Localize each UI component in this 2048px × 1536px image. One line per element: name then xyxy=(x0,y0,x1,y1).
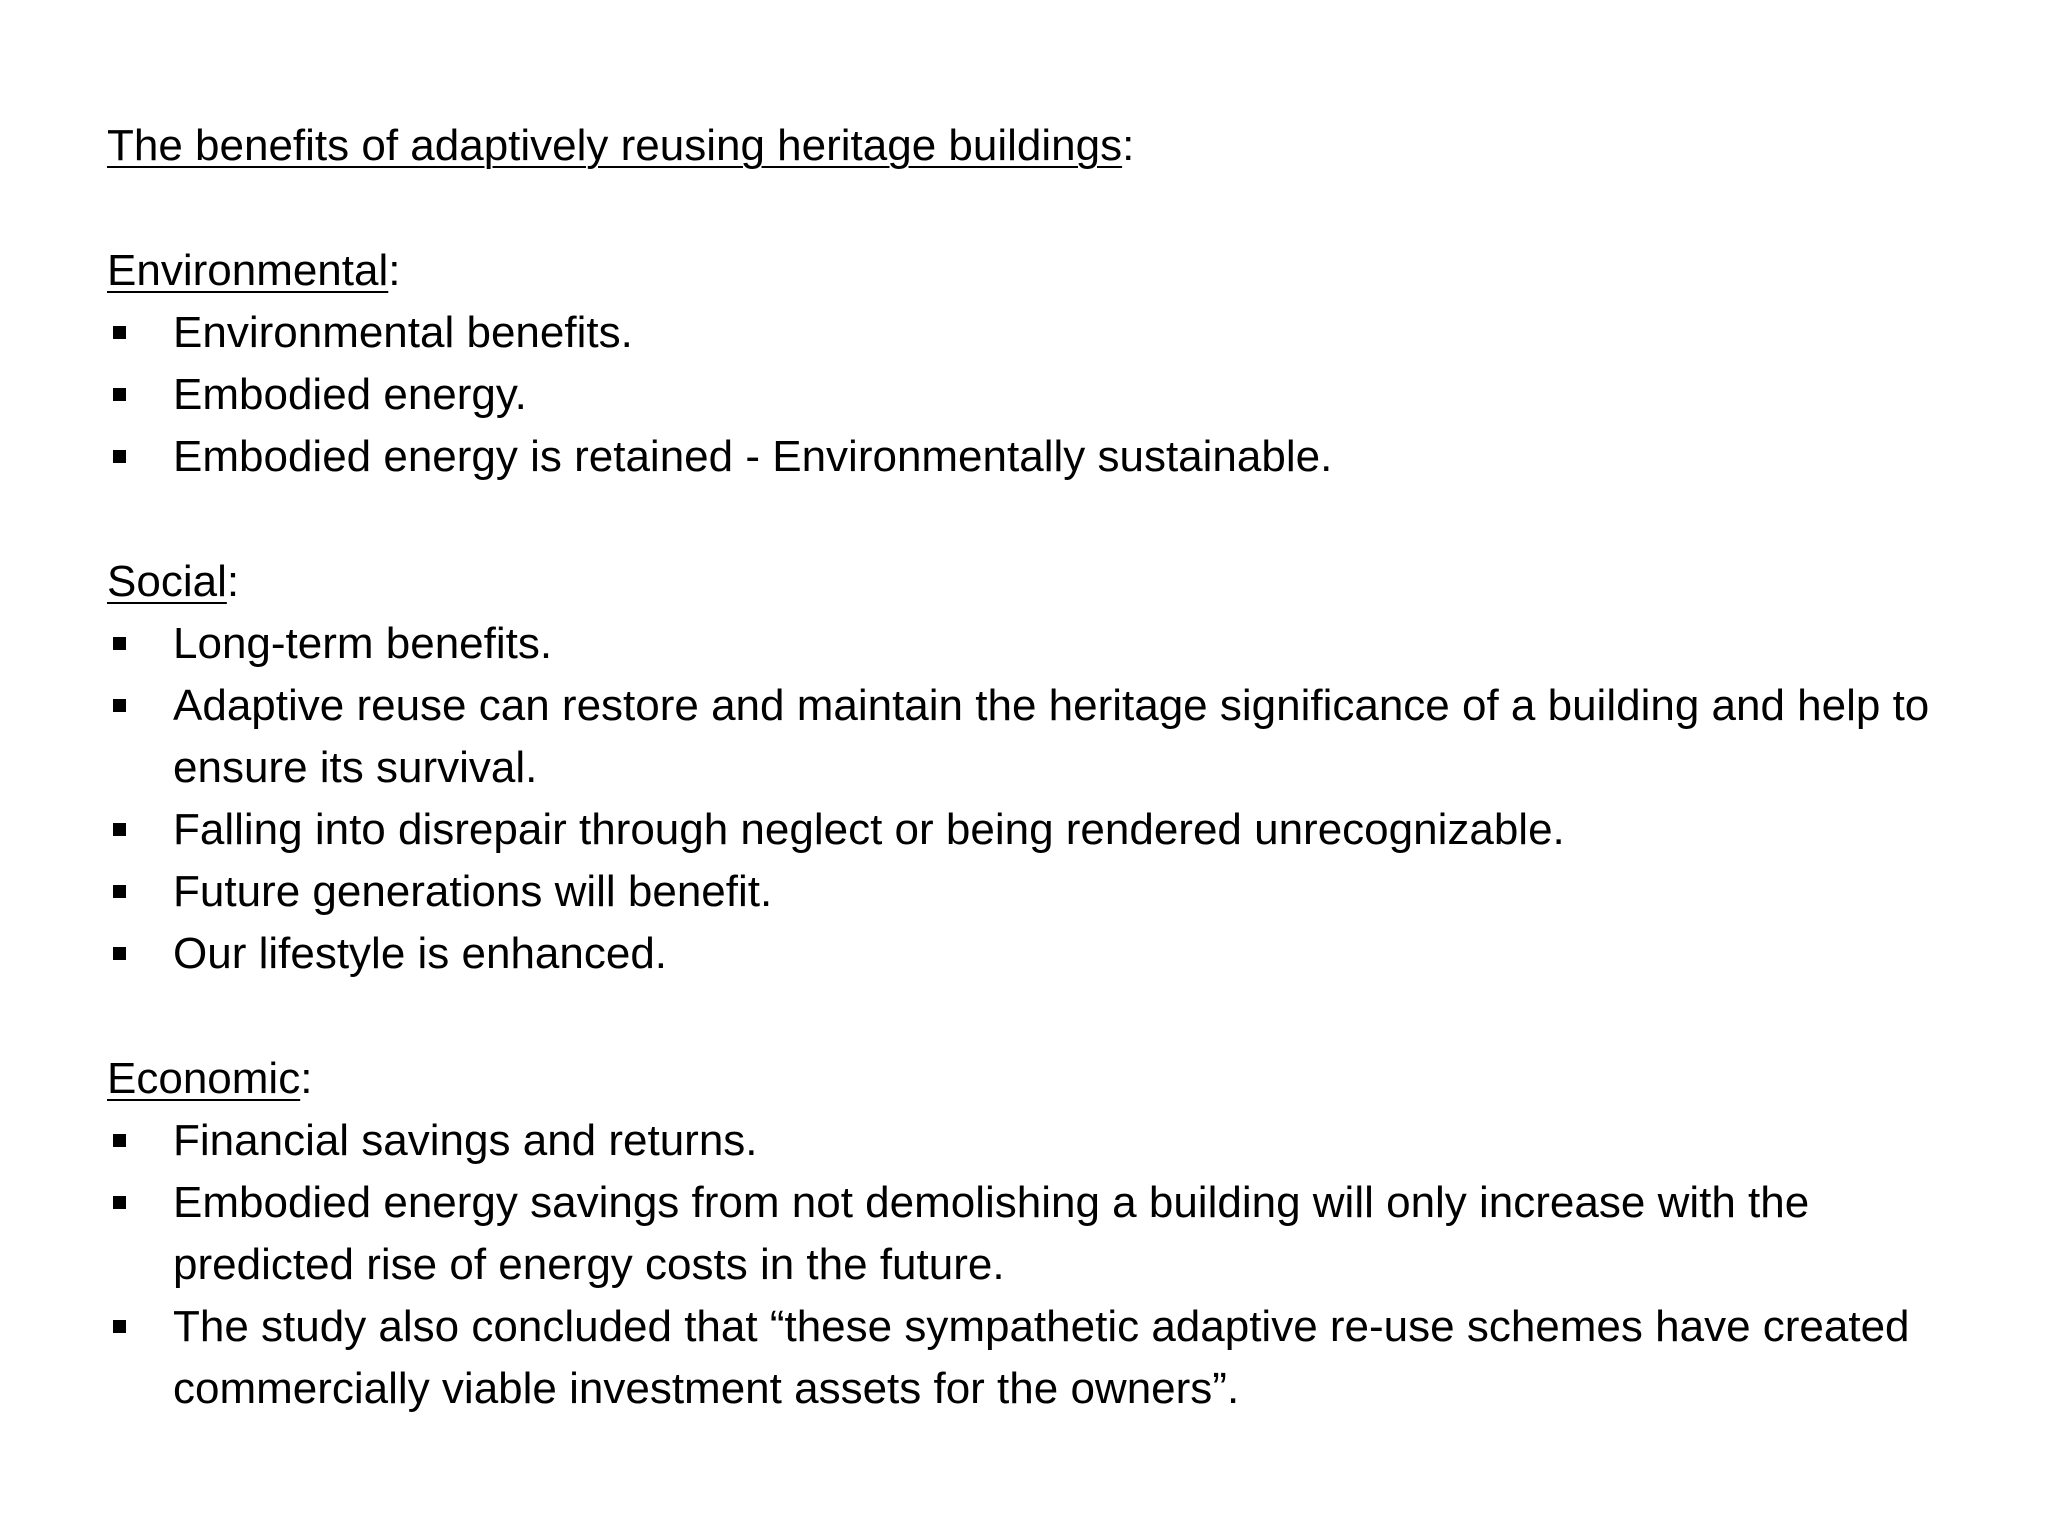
list-item xyxy=(107,799,1987,861)
square-bullet-icon xyxy=(113,326,126,339)
list-item-text: Financial savings and returns. xyxy=(173,1116,758,1165)
list-item-text: Environmental benefits. xyxy=(173,308,633,357)
list-item xyxy=(107,613,1987,675)
bullet-list xyxy=(107,302,1987,488)
list-item xyxy=(107,302,1987,364)
list-item-text: Long-term benefits. xyxy=(173,619,553,668)
bullet-list xyxy=(107,1110,1987,1420)
slide-title xyxy=(107,115,1987,177)
square-bullet-icon xyxy=(113,823,126,836)
section-heading-text: Social xyxy=(107,557,227,606)
list-item-text: Embodied energy savings from not demolishing a building will only increase with the predicted rise of energy costs in the future. xyxy=(173,1178,1810,1289)
list-item xyxy=(107,1172,1987,1296)
list-item xyxy=(107,426,1987,488)
section-heading-colon: : xyxy=(300,1054,313,1103)
list-item-text: Embodied energy. xyxy=(173,370,527,419)
square-bullet-icon xyxy=(113,388,126,401)
section-heading-text: Economic xyxy=(107,1054,301,1103)
list-item xyxy=(107,675,1987,799)
slide-content xyxy=(107,115,1987,1483)
section-heading-colon: : xyxy=(388,246,401,295)
square-bullet-icon xyxy=(113,1134,126,1147)
list-item-text: Future generations will benefit. xyxy=(173,867,773,916)
square-bullet-icon xyxy=(113,885,126,898)
square-bullet-icon xyxy=(113,637,126,650)
list-item xyxy=(107,923,1987,985)
section-heading xyxy=(107,551,1987,613)
square-bullet-icon xyxy=(113,699,126,712)
list-item-text: The study also concluded that “these sympathetic adaptive re-use schemes have created commercially viable investment assets for the owners”. xyxy=(173,1302,1910,1413)
slide-title-colon: : xyxy=(1122,121,1135,170)
list-item-text: Our lifestyle is enhanced. xyxy=(173,929,668,978)
list-item-text: Embodied energy is retained - Environmentally sustainable. xyxy=(173,432,1333,481)
list-item xyxy=(107,1296,1987,1420)
section-social xyxy=(107,551,1987,985)
list-item-text: Adaptive reuse can restore and maintain the heritage significance of a building and help to ensure its survival. xyxy=(173,681,1930,792)
section-heading xyxy=(107,1048,1987,1110)
bullet-list xyxy=(107,613,1987,985)
section-economic xyxy=(107,1048,1987,1420)
slide-title-text: The benefits of adaptively reusing heritage buildings xyxy=(107,121,1123,170)
section-heading xyxy=(107,240,1987,302)
list-item-text: Falling into disrepair through neglect or being rendered unrecognizable. xyxy=(173,805,1565,854)
section-environmental xyxy=(107,240,1987,488)
square-bullet-icon xyxy=(113,947,126,960)
section-heading-colon: : xyxy=(226,557,240,606)
square-bullet-icon xyxy=(113,1196,126,1209)
list-item xyxy=(107,1110,1987,1172)
list-item xyxy=(107,861,1987,923)
section-heading-text: Environmental xyxy=(107,246,389,295)
square-bullet-icon xyxy=(113,1320,126,1333)
square-bullet-icon xyxy=(113,450,126,463)
list-item xyxy=(107,364,1987,426)
